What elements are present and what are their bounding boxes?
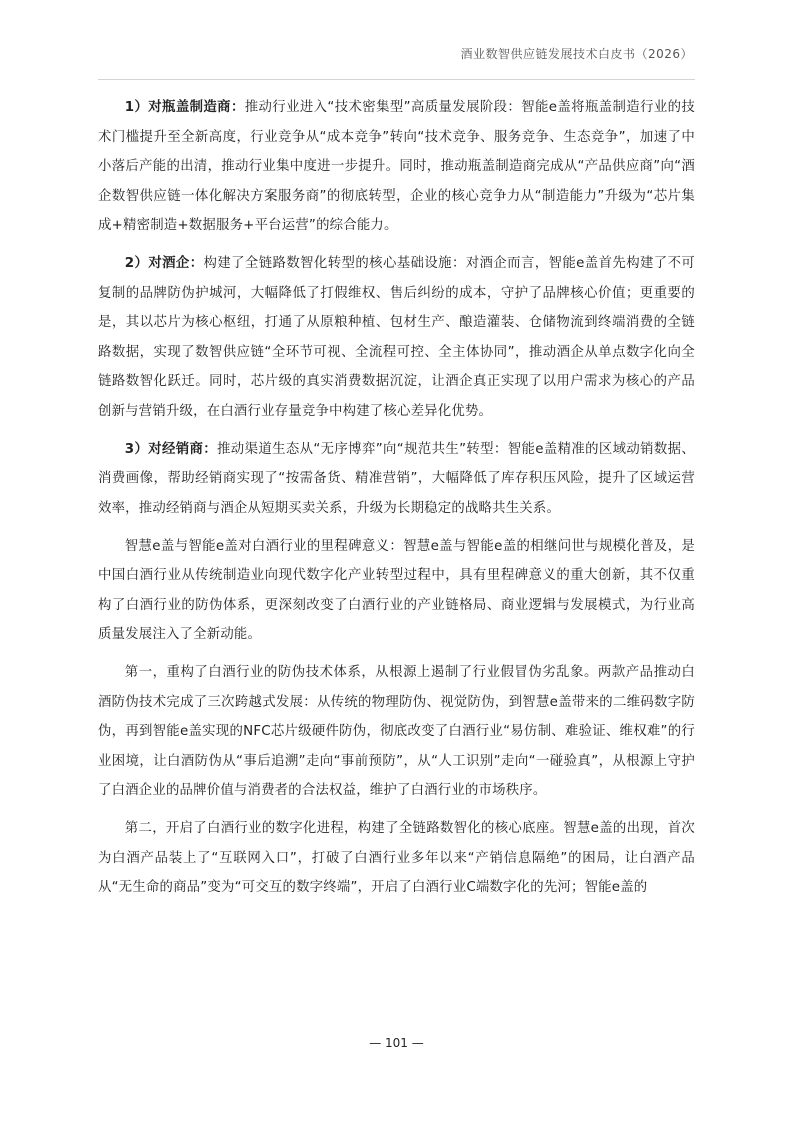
paragraph-milestone-significance (98, 532, 695, 650)
running-header: 酒业数智供应链发展技术白皮书（2026） (460, 47, 693, 61)
page-number: — 101 — (369, 1036, 424, 1050)
paragraph-text: 智慧e盖与智能e盖对白酒行业的里程碑意义：智慧e盖与智能e盖的相继问世与规模化普及，是中国白酒行业从传统制造业向现代数字化产业转型过程中，具有里程碑意义的重大创新，其不仅重构了白酒行业的防伪体系，更深刻改变了白酒行业的产业链格局、商业逻辑与发展模式，为行业高质量发展注入了全新动能。 (98, 538, 695, 642)
paragraph-bottle-cap-makers (98, 93, 695, 241)
paragraph-text: 第一，重构了白酒行业的防伪技术体系，从根源上遏制了行业假冒伪劣乱象。两款产品推动白酒防伪技术完成了三次跨越式发展：从传统的物理防伪、视觉防伪，到智慧e盖带来的二维码数字防伪，再到智能e盖实现的NFC芯片级硬件防伪，彻底改变了白酒行业“易仿制、难验证、维权难”的行业困境，让白酒防伪从“事后追溯”走向“事前预防”，从“人工识别”走向“一碰验真”，从根源上守护了白酒企业的品牌价值与消费者的合法权益，维护了白酒行业的市场秩序。 (98, 665, 695, 798)
paragraph-distributors (98, 435, 695, 524)
paragraph-lead: 1）对瓶盖制造商： (124, 100, 245, 115)
paragraph-text: 推动行业进入“技术密集型”高质量发展阶段：智能e盖将瓶盖制造行业的技术门槛提升至全新高度，行业竞争从“成本竞争”转向“技术竞争、服务竞争、生态竞争”，加速了中小落后产能的出清，推动行业集中度进一步提升。同时，推动瓶盖制造商完成从“产品供应商”向“酒企数智供应链一体化解决方案服务商”的彻底转型，企业的核心竞争力从“制造能力”升级为“芯片集成+精密制造+数据服务+平台运营”的综合能力。 (98, 100, 695, 233)
paragraph-lead: 2）对酒企： (124, 256, 204, 271)
body-text (98, 93, 695, 911)
paragraph-first-point (98, 658, 695, 806)
paragraph-lead: 3）对经销商： (124, 441, 218, 457)
paragraph-text: 第二，开启了白酒行业的数字化进程，构建了全链路数智化的核心底座。智慧e盖的出现，首次为白酒产品装上了“互联网入口”，打破了白酒行业多年以来“产销信息隔绝”的困局，让白酒产品从“无生命的商品”变为“可交互的数字终端”，开启了白酒行业C端数字化的先河；智能e盖的 (98, 821, 695, 895)
paragraph-liquor-companies (98, 249, 695, 426)
paragraph-text: 构建了全链路数智化转型的核心基础设施：对酒企而言，智能e盖首先构建了不可复制的品牌防伪护城河，大幅降低了打假维权、售后纠纷的成本，守护了品牌核心价值；更重要的是，其以芯片为核心枢纽，打通了从原粮种植、包材生产、酿造灌装、仓储物流到终端消费的全链路数据，实现了数智供应链“全环节可视、全流程可控、全主体协同”，推动酒企从单点数字化向全链路数智化跃迁。同时，芯片级的真实消费数据沉淀，让酒企真正实现了以用户需求为核心的产品创新与营销升级，在白酒行业存量竞争中构建了核心差异化优势。 (98, 256, 695, 419)
paragraph-text: 推动渠道生态从“无序博弈”向“规范共生”转型：智能e盖精准的区域动销数据、消费画像，帮助经销商实现了“按需备货、精准营销”，大幅降低了库存积压风险，提升了区域运营效率，推动经销商与酒企从短期买卖关系，升级为长期稳定的战略共生关系。 (98, 441, 696, 516)
header-divider (98, 79, 695, 80)
paragraph-second-point (98, 814, 695, 903)
